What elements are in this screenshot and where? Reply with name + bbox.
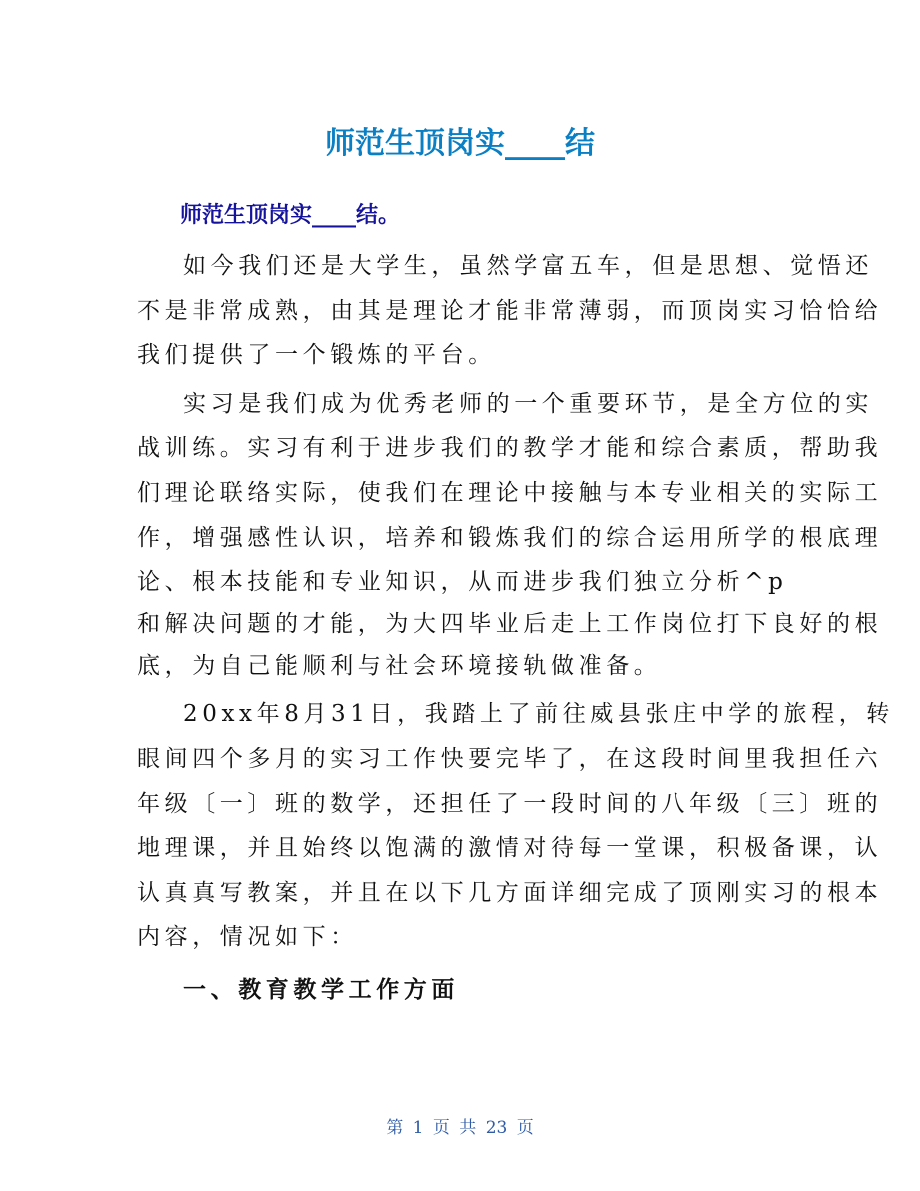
text-line: 年级〔一〕班的数学，还担任了一段时间的八年级〔三〕班的 — [137, 790, 883, 817]
text-line: 认真真写教案，并且在以下几方面详细完成了顶刚实习的根本 — [137, 879, 883, 906]
page-number: 第 1 页 共 23 页 — [386, 1118, 534, 1138]
text-line: 内容，情况如下： — [137, 924, 358, 951]
text-line: 20xx年8月31日，我踏上了前往威县张庄中学的旅程，转 — [183, 701, 894, 728]
text-line: 如今我们还是大学生，虽然学富五车，但是思想、觉悟还 — [183, 253, 873, 279]
text-line: 不是非常成熟，由其是理论才能非常薄弱，而顶岗实习恰恰给 — [137, 297, 883, 324]
document-body — [137, 244, 894, 1013]
paragraph — [137, 692, 894, 960]
text-line: 们理论联络实际，使我们在理论中接触与本专业相关的实际工 — [137, 479, 883, 506]
paragraph — [137, 382, 883, 689]
paragraph — [137, 244, 883, 378]
text-line: 和解决问题的才能，为大四毕业后走上工作岗位打下良好的根 — [137, 610, 883, 637]
text-line: 我们提供了一个锻炼的平台。 — [137, 342, 496, 369]
text-line: 作，增强感性认识，培养和锻炼我们的综合运用所学的根底理 — [137, 524, 883, 551]
text-line: 眼间四个多月的实习工作快要完毕了，在这段时间里我担任六 — [137, 745, 883, 772]
text-line: 战训练。实习有利于进步我们的教学才能和综合素质，帮助我 — [137, 435, 883, 462]
text-line: 底，为自己能顺利与社会环境接轨做准备。 — [137, 652, 662, 679]
text-line: 论、根本技能和专业知识，从而进步我们独立分析^p — [137, 569, 788, 596]
section-heading: 一、教育教学工作方面 — [183, 975, 459, 1003]
text-line: 地理课，并且始终以饱满的激情对待每一堂课，积极备课，认 — [137, 835, 883, 862]
document-title: 师范生顶岗实____结 — [325, 126, 595, 161]
document-subtitle: 师范生顶岗实____结。 — [180, 203, 401, 228]
text-line: 实习是我们成为优秀老师的一个重要环节，是全方位的实 — [183, 390, 873, 417]
